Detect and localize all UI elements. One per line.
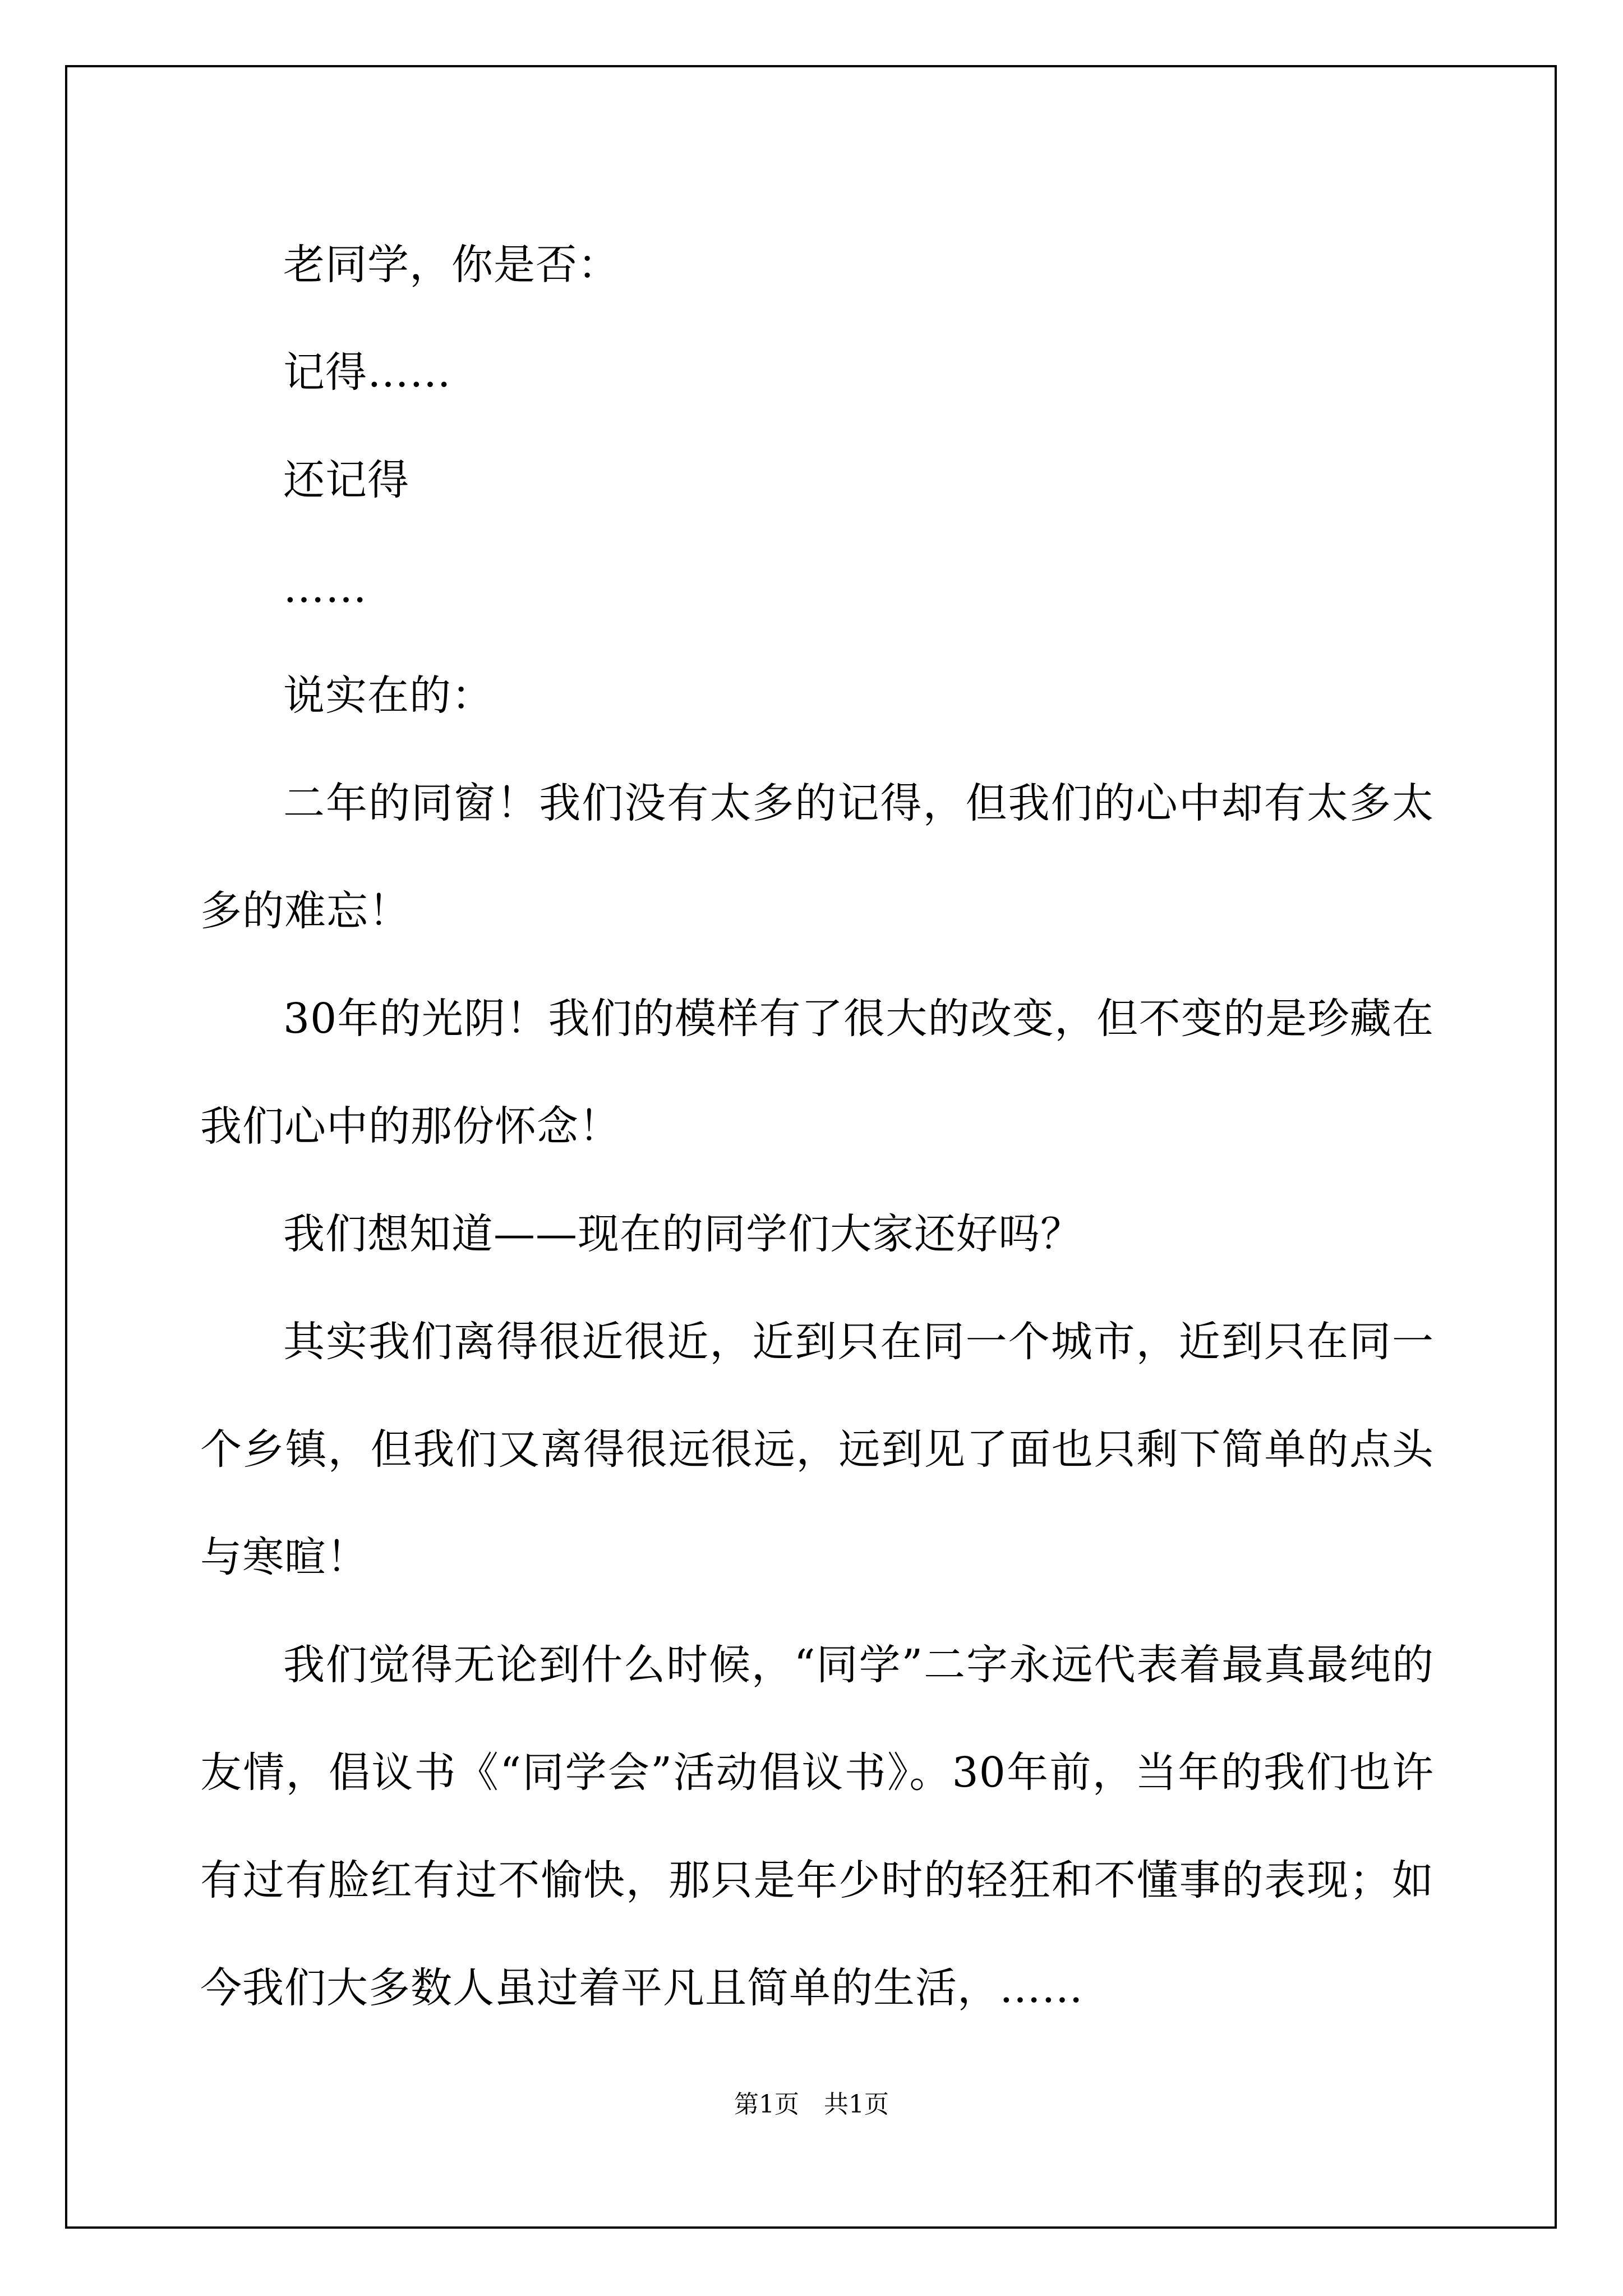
paragraph: 其实我们离得很近很近，近到只在同一个城市，近到只在同一个乡镇，但我们又离得很远很远，远到见了面也只剩下简单的点头与寒暄！ bbox=[200, 1318, 1434, 1581]
paragraph: 还记得 bbox=[283, 456, 409, 504]
document-body bbox=[200, 211, 1434, 2042]
paragraph: 二年的同窗！我们没有太多的记得，但我们的心中却有太多太多的难忘！ bbox=[200, 779, 1434, 935]
paragraph: 说实在的： bbox=[283, 671, 494, 720]
paragraph: 30年的光阴！我们的模样有了很大的改变，但不变的是珍藏在我们心中的那份怀念！ bbox=[200, 995, 1434, 1151]
paragraph: 记得…… bbox=[283, 348, 451, 397]
paragraph: 我们觉得无论到什么时候，“同学”二字永远代表着最真最纯的友情，倡议书《“同学会”活动倡议书》。30年前，当年的我们也许有过有脸红有过不愉快，那只是年少时的轻狂和不懂事的表现；如今我们大多数人虽过着平凡且简单的生活，…… bbox=[200, 1641, 1434, 2012]
paragraph: …… bbox=[283, 564, 367, 612]
paragraph: 我们想知道——现在的同学们大家还好吗？ bbox=[283, 1210, 1082, 1258]
page-number-footer: 第1页 共1页 bbox=[734, 2090, 889, 2119]
paragraph: 老同学，你是否： bbox=[283, 241, 620, 289]
